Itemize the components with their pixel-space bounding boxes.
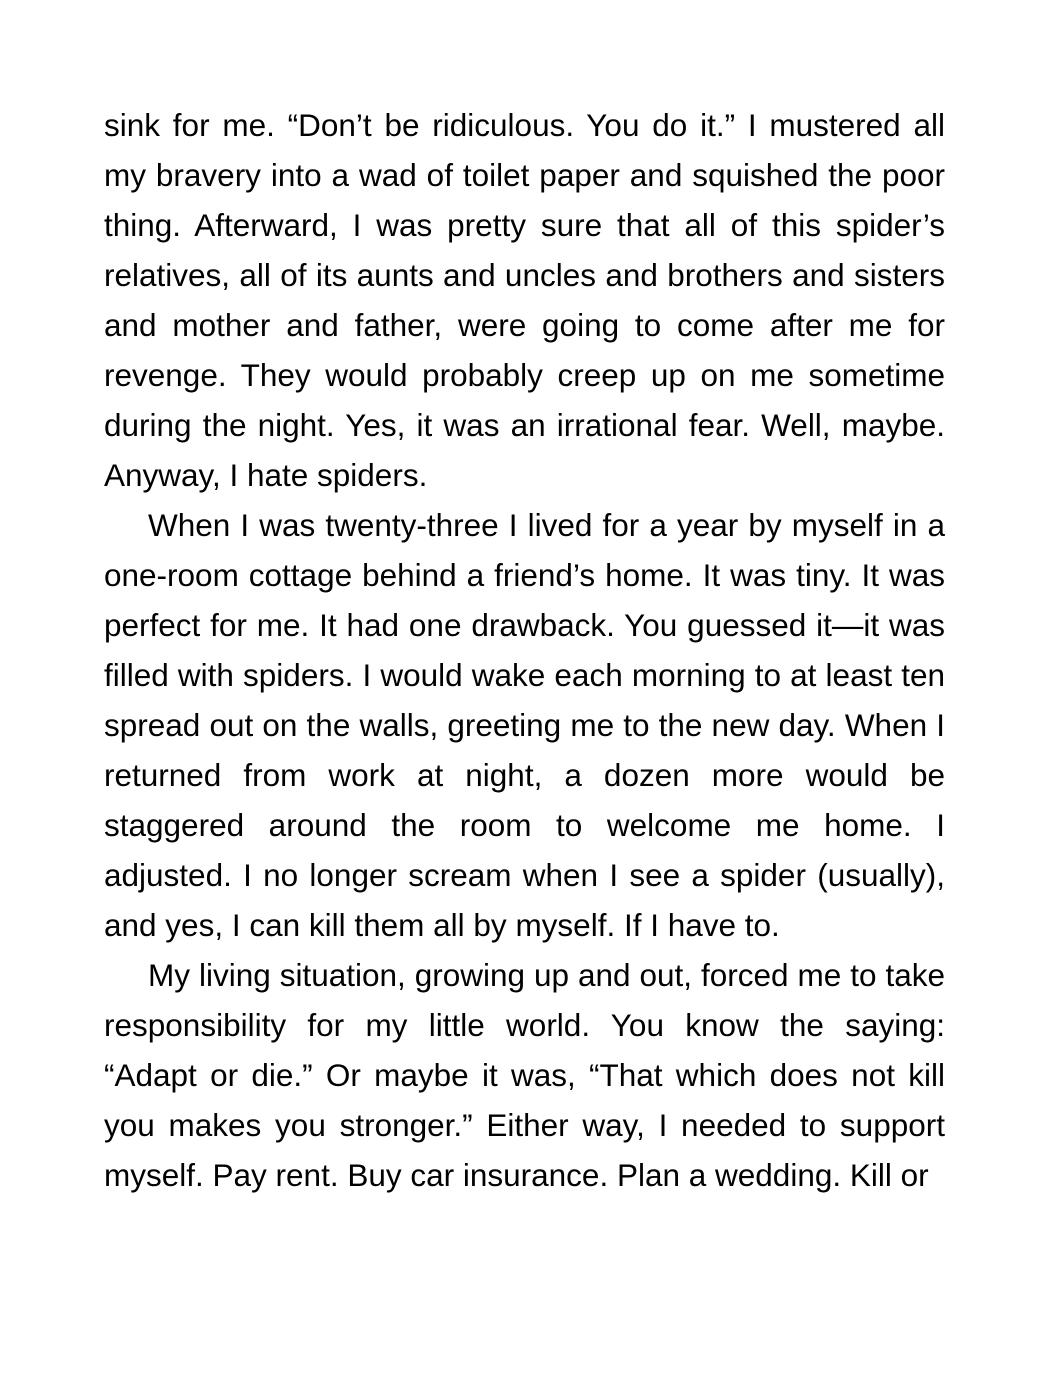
body-text bbox=[104, 100, 945, 1200]
paragraph-responsibility: My living situation, growing up and out, forced me to take responsibility for my little world. You know the saying: “Adapt or die.” Or maybe it was, “That which does not kill you makes you stronger.” Either way, I needed to support myself. Pay rent. Buy car insurance. Plan a wedding. Kill or bbox=[104, 957, 945, 1193]
paragraph-spider-squish: sink for me. “Don’t be ridiculous. You do it.” I mustered all my bravery into a wad of toilet paper and squished the poor thing. Afterward, I was pretty sure that all of this spider’s relatives, all of its aunts and uncles and brothers and sisters and mother and father, were going to come after me for revenge. They would probably creep up on me sometime during the night. Yes, it was an irrational fear. Well, maybe. Anyway, I hate spiders. bbox=[104, 107, 945, 493]
paragraph-cottage: When I was twenty-three I lived for a year by myself in a one-room cottage behind a friend’s home. It was tiny. It was perfect for me. It had one drawback. You guessed it—it was filled with spiders. I would wake each morning to at least ten spread out on the walls, greeting me to the new day. When I returned from work at night, a dozen more would be staggered around the room to welcome me home. I adjusted. I no longer scream when I see a spider (usually), and yes, I can kill them all by myself. If I have to. bbox=[104, 507, 945, 943]
